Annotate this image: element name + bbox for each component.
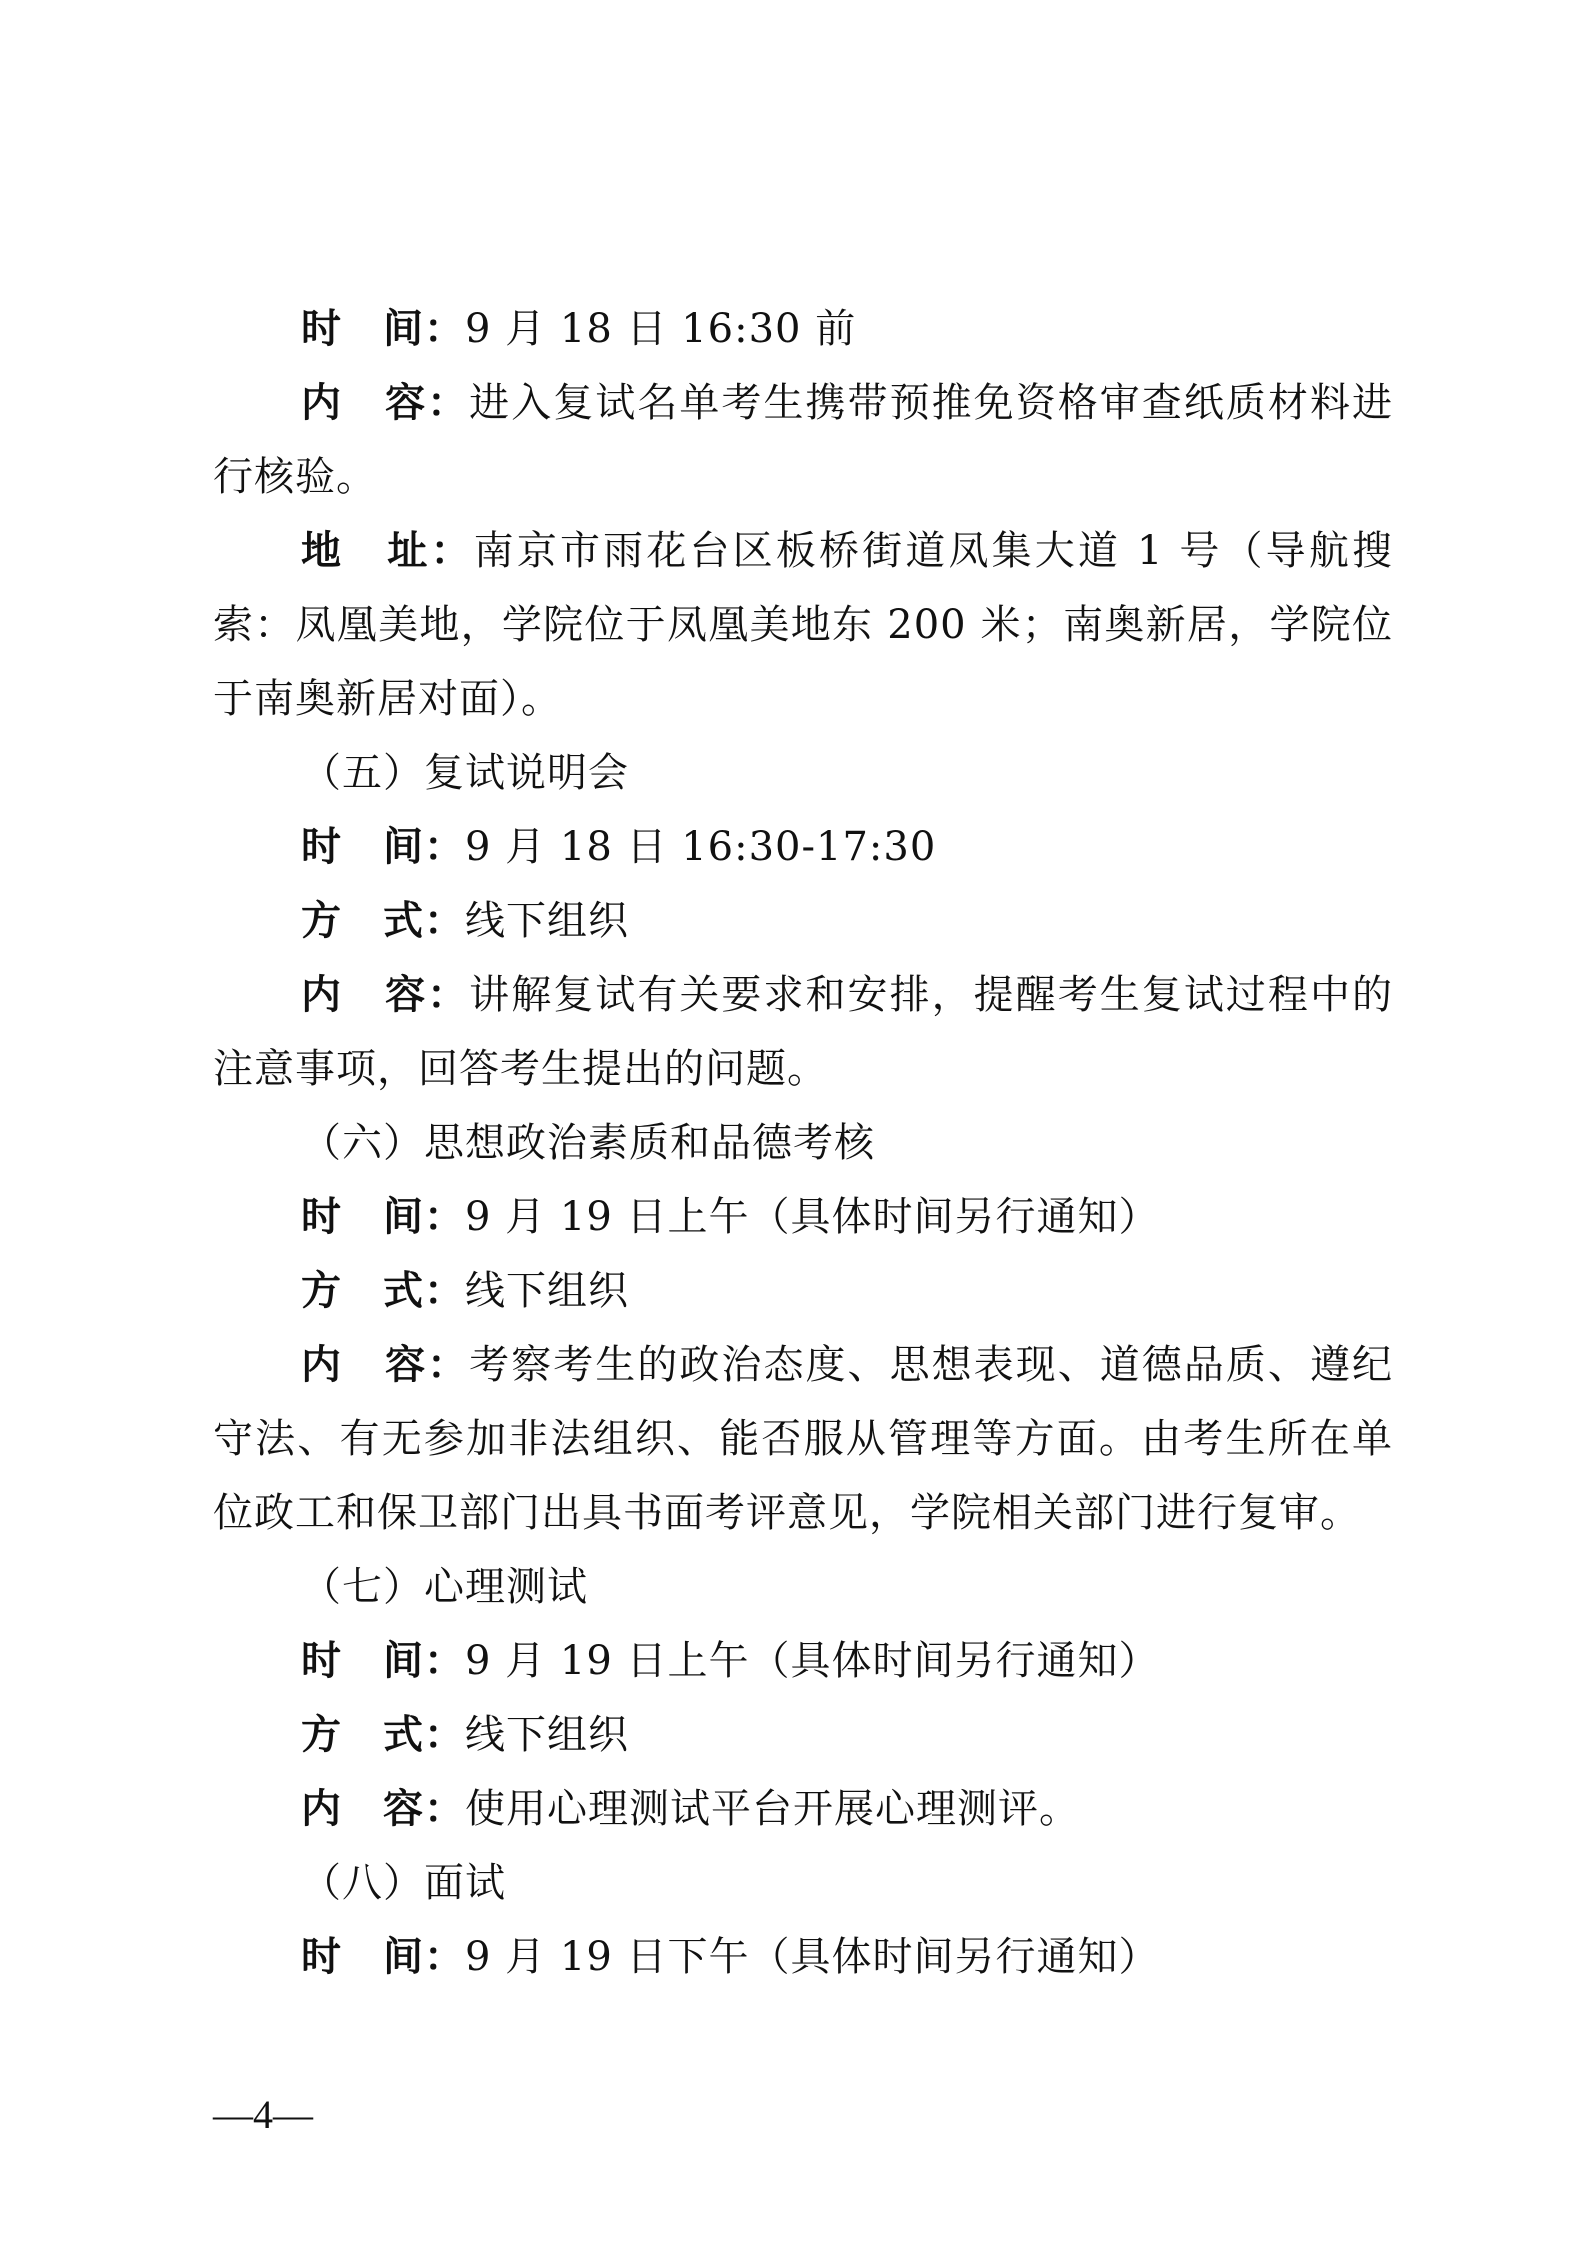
paragraph-text: 9 月 19 日上午（具体时间另行通知） (465, 1638, 1160, 1684)
paragraph-method-3 (213, 1698, 1393, 1772)
label-content: 内 容： (301, 972, 470, 1018)
paragraph-address (213, 514, 1393, 736)
paragraph-content-1 (213, 366, 1393, 514)
paragraph-method-2 (213, 1254, 1393, 1328)
label-content: 内 容： (301, 380, 470, 426)
paragraph-text: 9 月 18 日 16:30 前 (465, 306, 857, 352)
paragraph-time-1 (213, 292, 1393, 366)
label-time: 时 间： (301, 1638, 465, 1684)
paragraph-text: 线下组织 (465, 1712, 629, 1758)
paragraph-time-5 (213, 1920, 1393, 1994)
paragraph-content-4 (213, 1772, 1393, 1846)
document-body (213, 292, 1393, 1994)
label-method: 方 式： (301, 1712, 465, 1758)
section-heading-text: （六）思想政治素质和品德考核 (301, 1120, 875, 1166)
section-heading-text: （七）心理测试 (301, 1564, 588, 1610)
label-time: 时 间： (301, 1194, 465, 1240)
section-heading-text: （八）面试 (301, 1860, 506, 1906)
paragraph-text: 线下组织 (465, 898, 629, 944)
label-time: 时 间： (301, 824, 465, 870)
paragraph-text: 考察考生的政治态度、思想表现、道德品质、遵纪守法、有无参加非法组织、能否服从管理等方面。由考生所在单位政工和保卫部门出具书面考评意见，学院相关部门进行复审。 (213, 1342, 1394, 1536)
label-content: 内 容： (301, 1786, 465, 1832)
label-method: 方 式： (301, 1268, 465, 1314)
label-time: 时 间： (301, 306, 465, 352)
label-time: 时 间： (301, 1934, 465, 1980)
paragraph-text: 使用心理测试平台开展心理测评。 (465, 1786, 1080, 1832)
paragraph-text: 9 月 19 日上午（具体时间另行通知） (465, 1194, 1160, 1240)
paragraph-time-2 (213, 810, 1393, 884)
section-heading-5 (213, 736, 1393, 810)
paragraph-text: 进入复试名单考生携带预推免资格审查纸质材料进行核验。 (213, 380, 1394, 500)
paragraph-text: 南京市雨花台区板桥街道凤集大道 1 号（导航搜索：凤凰美地，学院位于凤凰美地东 200 米；南奥新居，学院位于南奥新居对面）。 (213, 528, 1394, 722)
page-number: —4— (213, 2092, 313, 2137)
paragraph-time-3 (213, 1180, 1393, 1254)
section-heading-text: （五）复试说明会 (301, 750, 629, 796)
section-heading-8 (213, 1846, 1393, 1920)
paragraph-text: 讲解复试有关要求和安排，提醒考生复试过程中的注意事项，回答考生提出的问题。 (213, 972, 1394, 1092)
paragraph-content-2 (213, 958, 1393, 1106)
label-method: 方 式： (301, 898, 465, 944)
section-heading-7 (213, 1550, 1393, 1624)
paragraph-time-4 (213, 1624, 1393, 1698)
paragraph-text: 9 月 19 日下午（具体时间另行通知） (465, 1934, 1160, 1980)
paragraph-text: 线下组织 (465, 1268, 629, 1314)
paragraph-method-1 (213, 884, 1393, 958)
section-heading-6 (213, 1106, 1393, 1180)
label-content: 内 容： (301, 1342, 470, 1388)
paragraph-text: 9 月 18 日 16:30-17:30 (465, 824, 937, 870)
paragraph-content-3 (213, 1328, 1393, 1550)
label-address: 地 址： (301, 528, 474, 574)
